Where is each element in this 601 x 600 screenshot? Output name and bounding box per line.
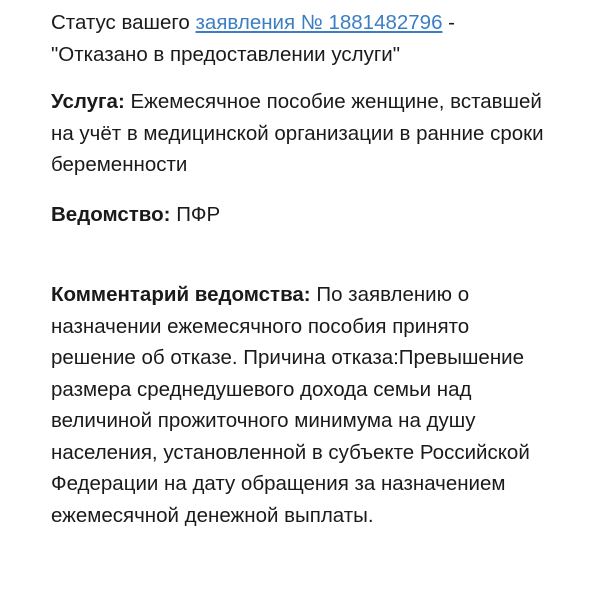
application-link[interactable]: заявления № 1881482796 — [195, 11, 443, 34]
notification-content — [51, 0, 551, 531]
agency-label: Ведомство: — [51, 202, 171, 226]
service-value: Ежемесячное пособие женщине, вставшей на учёт в медицинской организации в ранние сроки беременности — [51, 90, 544, 176]
agency-info — [51, 199, 551, 231]
agency-value: ПФР — [170, 202, 221, 226]
application-status — [51, 0, 551, 70]
comment-value: По заявлению о назначении ежемесячного пособия принято решение об отказе. Причина отказа:Превышение размера среднедушевого дохода семьи над величиной прожиточного минимума на душу населения, установленной в субъекте Российской Федерации на дату обращения за назначением ежемесячной денежной выплаты. — [51, 283, 530, 527]
comment-label: Комментарий ведомства: — [51, 283, 311, 306]
agency-comment — [51, 279, 551, 531]
service-label: Услуга: — [51, 90, 125, 113]
service-info — [51, 86, 551, 181]
status-value: "Отказано в предоставлении услуги" — [51, 42, 401, 66]
status-suffix: - — [442, 11, 456, 34]
status-prefix: Статус вашего — [51, 11, 196, 34]
